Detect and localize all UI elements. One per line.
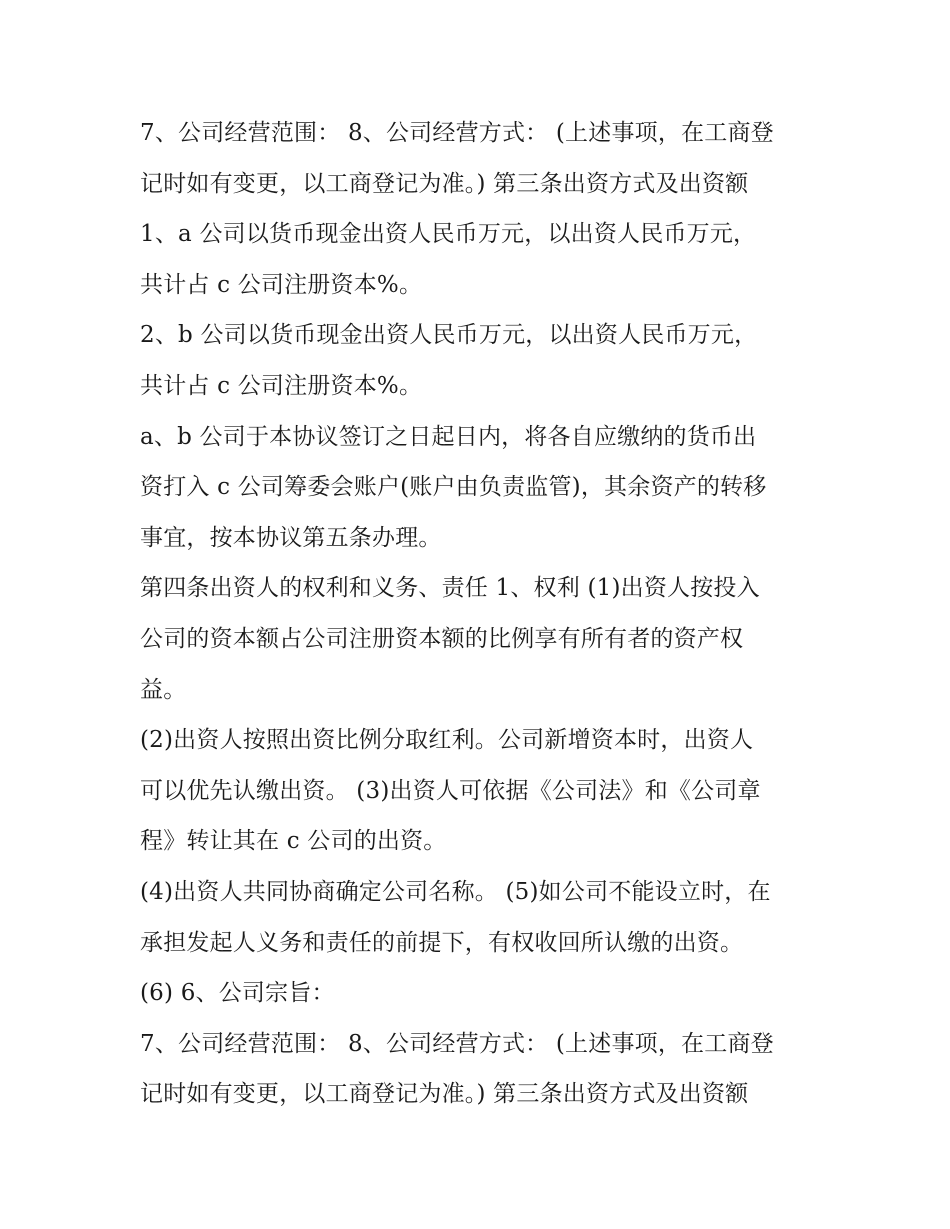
text-line: 2、b 公司以货币现金出资人民币万元，以出资人民币万元，: [140, 322, 758, 349]
text-line: (2)出资人按照出资比例分取红利。公司新增资本时，出资人: [140, 727, 754, 754]
text-line: 共计占 c 公司注册资本%。: [140, 271, 423, 298]
text-line: 共计占 c 公司注册资本%。: [140, 372, 423, 399]
text-line: 1、a 公司以货币现金出资人民币万元，以出资人民币万元，: [140, 221, 757, 248]
text-line: (6) 6、公司宗旨：: [140, 980, 335, 1007]
text-line: 第四条出资人的权利和义务、责任 1、权利 (1)出资人按投入: [140, 575, 760, 602]
text-line: a、b 公司于本协议签订之日起日内，将各自应缴纳的货币出: [140, 423, 757, 450]
text-line: 记时如有变更，以工商登记为准。) 第三条出资方式及出资额: [140, 1081, 749, 1108]
document-body: [140, 108, 810, 1120]
text-line: 益。: [140, 676, 187, 703]
text-line: 事宜，按本协议第五条办理。: [140, 524, 442, 551]
text-line: 7、公司经营范围： 8、公司经营方式： (上述事项，在工商登: [140, 1030, 774, 1057]
text-line: 程》转让其在 c 公司的出资。: [140, 828, 447, 855]
text-line: 公司的资本额占公司注册资本额的比例享有所有者的资产权: [140, 625, 744, 652]
text-line: 7、公司经营范围： 8、公司经营方式： (上述事项，在工商登: [140, 120, 774, 146]
text-line: 记时如有变更，以工商登记为准。) 第三条出资方式及出资额: [140, 170, 749, 197]
text-line: (4)出资人共同协商确定公司名称。 (5)如公司不能设立时，在: [140, 878, 771, 905]
text-line: 承担发起人义务和责任的前提下，有权收回所认缴的出资。: [140, 929, 744, 956]
text-line: 资打入 c 公司筹委会账户(账户由负责监管)，其余资产的转移: [140, 474, 767, 501]
text-line: 可以优先认缴出资。 (3)出资人可依据《公司法》和《公司章: [140, 777, 761, 804]
